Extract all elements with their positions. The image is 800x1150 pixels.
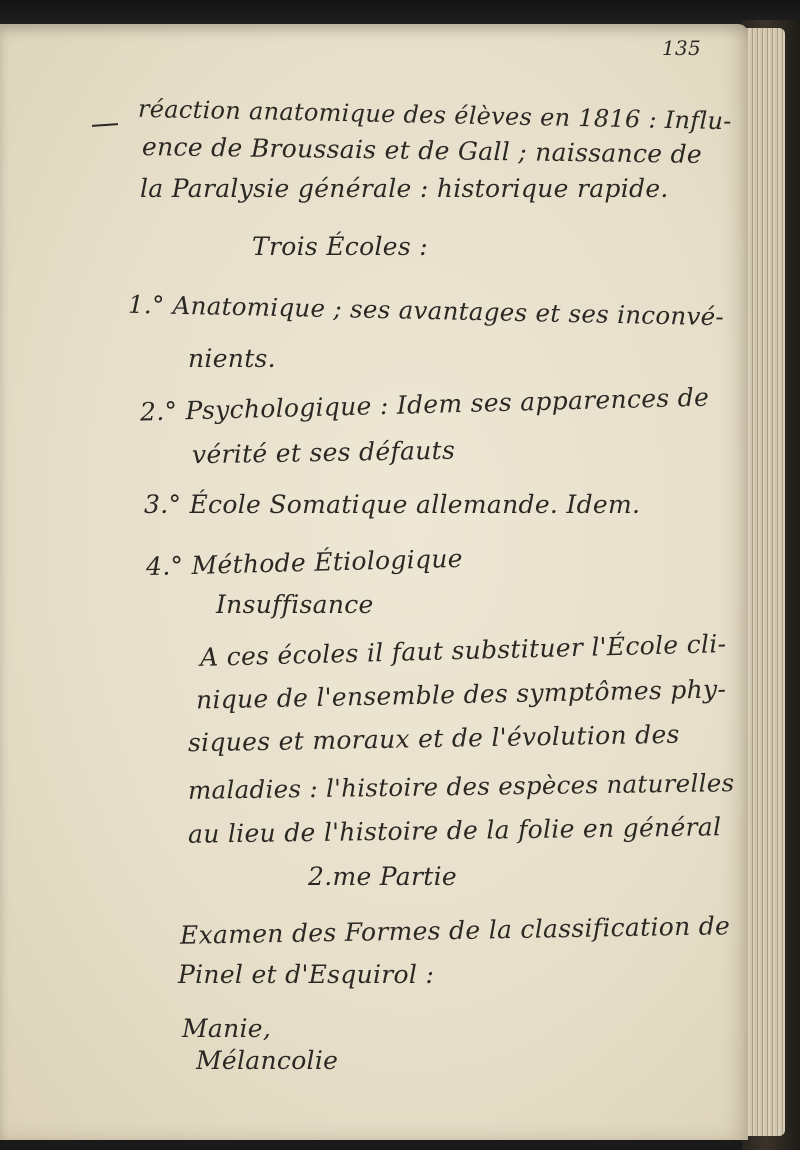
text-line: nients. [188,344,276,373]
text-line: siques et moraux et de l'évolution des [187,719,680,758]
section-heading: Trois Écoles : [252,232,428,261]
text-line: nique de l'ensemble des symptômes phy- [195,674,727,715]
list-item: 1.° Anatomique ; ses avantages et ses inconvé- [127,289,725,332]
text-line: Pinel et d'Esquirol : [178,960,435,989]
list-item: 2.° Psychologique : Idem ses apparences de [139,382,710,427]
list-item: 4.° Méthode Étiologique [145,543,464,582]
text-line: vérité et ses défauts [191,435,456,470]
list-item: 3.° École Somatique allemande. Idem. [144,490,641,519]
text-line: Insuffisance [216,590,374,619]
text-line: Examen des Formes de la classification de [179,911,731,950]
text-line: maladies : l'histoire des espèces naturelles [187,768,735,805]
text-line: A ces écoles il faut substituer l'École cli- [199,629,727,672]
text-line: au lieu de l'histoire de la folie en général [187,812,722,849]
text-line: réaction anatomique des élèves en 1816 : Influ- [137,94,732,136]
page-number: 135 [662,36,702,60]
list-item: Manie, [182,1014,272,1043]
section-heading: 2.me Partie [308,862,457,891]
list-item: Mélancolie [196,1046,339,1075]
text-line: la Paralysie générale : historique rapide. [140,174,669,203]
text-line: ence de Broussais et de Gall ; naissance de [141,132,703,169]
